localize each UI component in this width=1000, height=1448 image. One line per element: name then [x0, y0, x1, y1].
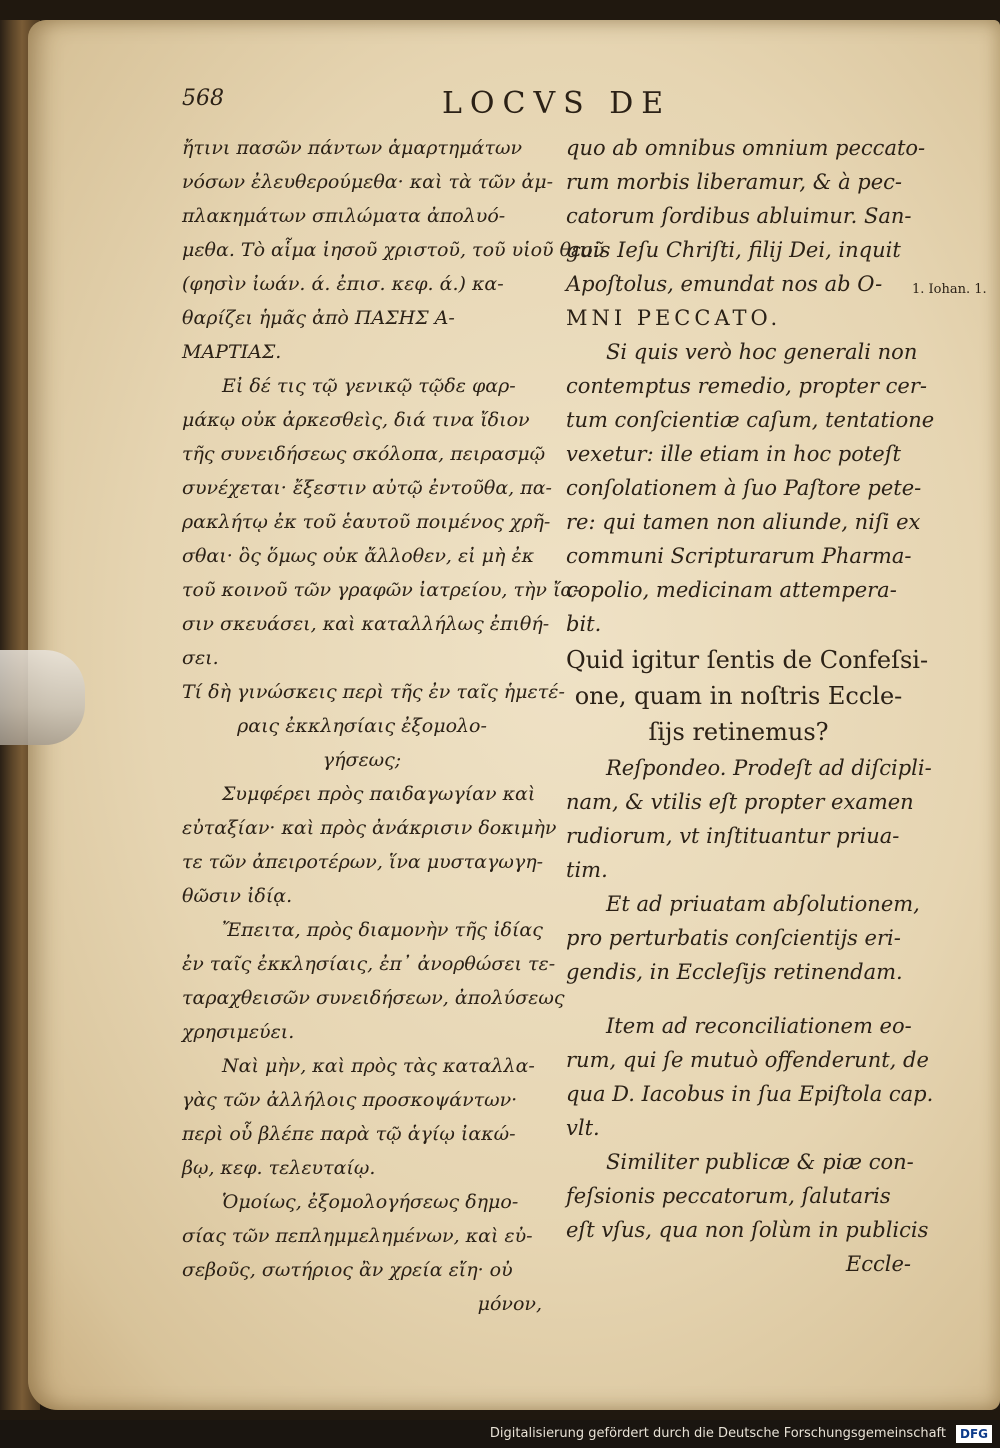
greek-line: περὶ οὗ βλέπε παρὰ τῷ ἁγίῳ ἰακώ- — [182, 1123, 516, 1145]
latin-line: quo ab omnibus omnium peccato- — [566, 136, 926, 160]
margin-note: 1. Iohan. 1. — [912, 282, 987, 297]
greek-line: Ἔπειτα, πρὸς διαμονὴν τῆς ἰδίας — [222, 919, 543, 941]
greek-line: σει. — [182, 647, 219, 669]
footer-bar — [0, 1420, 1000, 1448]
page-number: 568 — [182, 86, 224, 111]
latin-line: Similiter publicæ & piæ con- — [606, 1150, 914, 1174]
greek-line: σθαι· ὃς ὅμως οὐκ ἄλλοθεν, εἰ μὴ ἐκ — [182, 545, 535, 567]
greek-line: Εἰ δέ τις τῷ γενικῷ τῷδε φαρ- — [222, 375, 516, 397]
latin-line: vexetur: ille etiam in hoc poteſt — [566, 442, 901, 466]
page-clip — [0, 650, 85, 745]
greek-line: βῳ, κεφ. τελευταίῳ. — [182, 1157, 376, 1179]
latin-line: tim. — [566, 858, 608, 882]
greek-line: μάκῳ οὐκ ἀρκεσθεὶς, διά τινα ἴδιον — [182, 409, 530, 431]
latin-line: tum conſcientiæ caſum, tentatione — [566, 408, 935, 432]
greek-line: μεθα. Τὸ αἷμα ἰησοῦ χριστοῦ, τοῦ υἱοῦ θεοῦ — [182, 239, 605, 261]
latin-line: feſsionis peccatorum, ſalutaris — [566, 1184, 891, 1208]
greek-line: Ναὶ μὴν, καὶ πρὸς τὰς καταλλα- — [222, 1055, 535, 1077]
latin-line: gendis, in Eccleſijs retinendam. — [566, 960, 903, 984]
dfg-logo: DFG — [956, 1425, 992, 1443]
latin-line: Item ad reconciliationem eo- — [606, 1014, 912, 1038]
greek-line: τε τῶν ἀπειροτέρων, ἵνα μυσταγωγη- — [182, 851, 543, 873]
greek-line: ΜΑΡΤΙΑΣ. — [182, 341, 282, 363]
greek-line: ἤτινι πασῶν πάντων ἁμαρτημάτων — [182, 137, 523, 159]
greek-line: ἐν ταῖς ἐκκλησίαις, ἐπ᾽ ἀνορθώσει τε- — [182, 953, 556, 975]
greek-line: εὐταξίαν· καὶ πρὸς ἀνάκρισιν δοκιμὴν — [182, 817, 557, 839]
latin-line: conſolationem à ſuo Paſtore pete- — [566, 476, 922, 500]
greek-question: Τί δὴ γινώσκεις περὶ τῆς ἐν ταῖς ἡμετέ- — [182, 681, 565, 703]
latin-line: rum morbis liberamur, & à pec- — [566, 170, 903, 194]
greek-line: θῶσιν ἰδίᾳ. — [182, 885, 293, 907]
greek-line: τοῦ κοινοῦ τῶν γραφῶν ἰατρείου, τὴν ἴα- — [182, 579, 580, 601]
greek-question: ραις ἐκκλησίαις ἐξομολο- — [237, 715, 487, 737]
greek-line: ρακλήτῳ ἐκ τοῦ ἑαυτοῦ ποιμένος χρῆ- — [182, 511, 551, 533]
latin-line: rudiorum, vt inſtituantur priua- — [566, 824, 900, 848]
greek-line: νόσων ἐλευθερούμεθα· καὶ τὰ τῶν ἀμ- — [182, 171, 554, 193]
greek-catchword: μόνον, — [477, 1293, 542, 1315]
latin-line: eſt vſus, qua non ſolùm in publicis — [566, 1218, 929, 1242]
footer-credit: Digitalisierung gefördert durch die Deutsche Forschungsgemeinschaft — [489, 1426, 946, 1441]
latin-line: Reſpondeo. Prodeſt ad diſcipli- — [606, 756, 932, 780]
greek-line: γὰς τῶν ἀλλήλοις προσκοψάντων· — [182, 1089, 518, 1111]
latin-line: qua D. Iacobus in ſua Epiſtola cap. — [566, 1082, 934, 1106]
greek-line: θαρίζει ἡμᾶς ἀπὸ ΠΑΣΗΣ Α- — [182, 307, 455, 329]
latin-line: pro perturbatis conſcientijs eri- — [566, 926, 901, 950]
latin-line: contemptus remedio, propter cer- — [566, 374, 927, 398]
latin-line: copolio, medicinam attempera- — [566, 578, 897, 602]
latin-line: bit. — [566, 612, 602, 636]
greek-line: χρησιμεύει. — [182, 1021, 295, 1043]
greek-question: γήσεως; — [322, 749, 402, 771]
latin-line: vlt. — [566, 1116, 600, 1140]
latin-question: Quid igitur ſentis de Confeſsi- — [566, 646, 929, 674]
greek-line: (φησὶν ἰωάν. ά. ἐπισ. κεφ. ά.) κα- — [182, 273, 504, 295]
greek-line: συνέχεται· ἔξεστιν αὐτῷ ἐντοῦθα, πα- — [182, 477, 552, 499]
latin-question: ſijs retinemus? — [648, 718, 829, 746]
latin-catchword: Eccle- — [845, 1252, 911, 1276]
latin-line: re: qui tamen non aliunde, niſi ex — [566, 510, 921, 534]
greek-line: Συμφέρει πρὸς παιδαγωγίαν καὶ — [222, 783, 536, 805]
latin-line: guis Ieſu Chriſti, filij Dei, inquit — [566, 238, 901, 262]
latin-line: communi Scripturarum Pharma- — [566, 544, 912, 568]
latin-line: nam, & vtilis eſt propter examen — [566, 790, 914, 814]
greek-line: Ὁμοίως, ἐξομολογήσεως δημο- — [222, 1191, 519, 1213]
greek-line: τῆς συνειδήσεως σκόλοπα, πειρασμῷ — [182, 443, 546, 465]
latin-line: Apoſtolus, emundat nos ab O- — [566, 272, 883, 296]
greek-line: σιν σκευάσει, καὶ καταλλήλως ἐπιθή- — [182, 613, 550, 635]
latin-line: MNI PECCATO. — [566, 306, 782, 330]
latin-line: Et ad priuatam abſolutionem, — [606, 892, 920, 916]
greek-line: πλακημάτων σπιλώματα ἀπολυό- — [182, 205, 506, 227]
greek-line: ταραχθεισῶν συνειδήσεων, ἀπολύσεως — [182, 987, 565, 1009]
running-title: LOCVS DE — [442, 86, 672, 121]
latin-line: rum, qui ſe mutuò offenderunt, de — [566, 1048, 929, 1072]
greek-line: σίας τῶν πεπλημμελημένων, καὶ εὐ- — [182, 1225, 533, 1247]
latin-line: Si quis verò hoc generali non — [606, 340, 918, 364]
greek-line: σεβοῦς, σωτήριος ἂν χρεία εἴη· οὐ — [182, 1259, 513, 1281]
latin-line: catorum ſordibus abluimur. San- — [566, 204, 912, 228]
latin-question: one, quam in noſtris Eccle- — [574, 682, 903, 710]
